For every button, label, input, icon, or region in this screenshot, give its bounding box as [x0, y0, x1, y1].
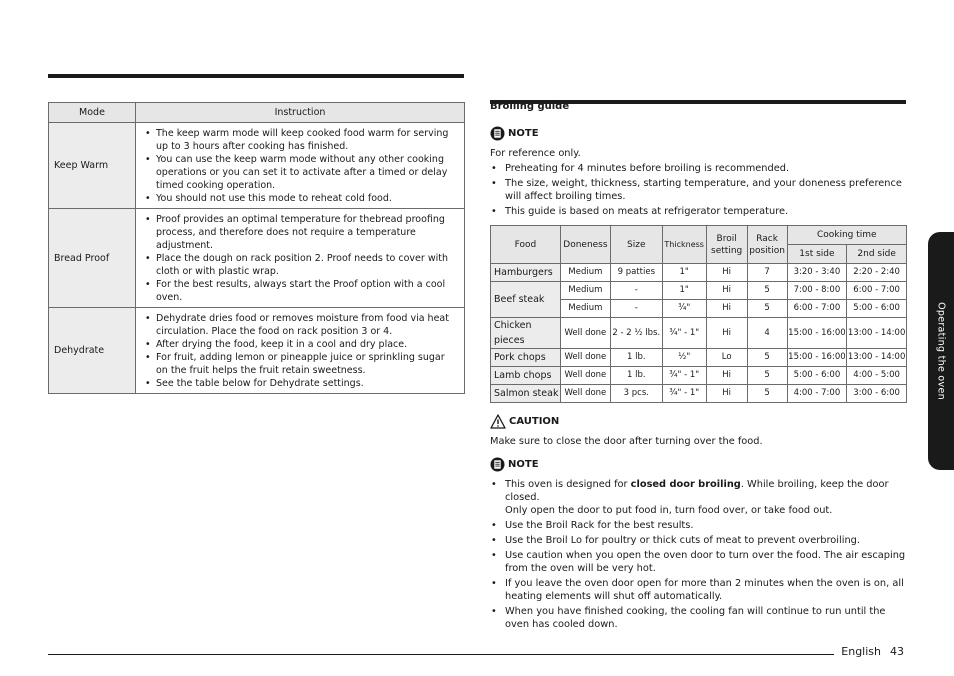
- closed-door-line2: Only open the door to put food in, turn food over, or take food out.: [505, 505, 833, 516]
- closed-door-post: . While broiling, keep the door closed.: [505, 479, 889, 503]
- mode-instruction: [136, 123, 465, 209]
- list-item: • The keep warm mode will keep cooked food warm for serving up to 3 hours after cooking has finished.: [142, 127, 458, 153]
- section-title: Broiling guide: [490, 101, 570, 112]
- side-tab-label: Operating the oven: [935, 302, 947, 400]
- header-rack-line2: position: [749, 245, 785, 256]
- rack-cell: 5: [747, 300, 787, 318]
- header-side1: 1st side: [787, 245, 847, 264]
- doneness-cell: Well done: [560, 318, 610, 349]
- table-row: [49, 308, 465, 394]
- broil-cell: Hi: [706, 367, 747, 385]
- note-label: NOTE: [508, 459, 539, 470]
- list-item: • You should not use this mode to reheat cold food.: [142, 192, 458, 205]
- doneness-cell: Medium: [560, 300, 610, 318]
- side1-cell: 5:00 - 6:00: [787, 367, 847, 385]
- list-item: • Dehydrate dries food or removes moisture from food via heat circulation. Place the food on rack position 3 or 4.: [142, 312, 458, 338]
- note-heading: [490, 126, 906, 141]
- broil-cell: Lo: [706, 349, 747, 367]
- list-item: • Proof provides an optimal temperature for thebread proofing process, and therefore does not require a temperature adjustment.: [142, 213, 458, 252]
- table-row: [491, 367, 907, 385]
- side1-cell: 6:00 - 7:00: [787, 300, 847, 318]
- side1-cell: 15:00 - 16:00: [787, 318, 847, 349]
- list-item: • Place the dough on rack position 2. Proof needs to cover with cloth or with plastic wrap.: [142, 252, 458, 278]
- broil-cell: Hi: [706, 318, 747, 349]
- rack-cell: 5: [747, 385, 787, 403]
- list-item: • The size, weight, thickness, starting temperature, and your doneness preference will affect broiling times.: [490, 177, 906, 203]
- list-item: • For the best results, always start the Proof option with a cool oven.: [142, 278, 458, 304]
- list-item: • See the table below for Dehydrate settings.: [142, 377, 458, 390]
- broiling-table: [490, 225, 907, 403]
- side1-cell: 15:00 - 16:00: [787, 349, 847, 367]
- thickness-cell: ¾" - 1": [662, 367, 706, 385]
- page-number: 43: [890, 645, 904, 658]
- broil-header-row: [491, 226, 907, 245]
- mode-table: [48, 102, 465, 394]
- side2-cell: 3:00 - 6:00: [847, 385, 907, 403]
- side1-cell: 3:20 - 3:40: [787, 264, 847, 282]
- rack-cell: 7: [747, 264, 787, 282]
- caution-text: Make sure to close the door after turning over the food.: [490, 436, 763, 447]
- thickness-cell: ½": [662, 349, 706, 367]
- mode-name: Dehydrate: [49, 308, 136, 394]
- doneness-cell: Medium: [560, 282, 610, 300]
- warning-icon: [490, 414, 506, 429]
- rack-cell: 5: [747, 367, 787, 385]
- side2-cell: 2:20 - 2:40: [847, 264, 907, 282]
- rack-cell: 4: [747, 318, 787, 349]
- header-rack-line1: Rack: [756, 233, 778, 244]
- size-cell: -: [610, 300, 662, 318]
- header-doneness: Doneness: [560, 226, 610, 264]
- note-list: [490, 478, 906, 631]
- table-row: [491, 385, 907, 403]
- doneness-cell: Well done: [560, 385, 610, 403]
- food-cell: Hamburgers: [491, 264, 561, 282]
- thickness-cell: ¾": [662, 300, 706, 318]
- mode-name: Bread Proof: [49, 209, 136, 308]
- header-broil-line2: setting: [711, 245, 743, 256]
- footer-rule: [48, 654, 834, 655]
- header-cooking-time: Cooking time: [787, 226, 906, 245]
- thickness-cell: ¾" - 1": [662, 318, 706, 349]
- note-icon: [490, 126, 505, 141]
- list-item: • After drying the food, keep it in a cool and dry place.: [142, 338, 458, 351]
- header-broil: [706, 226, 747, 264]
- caution-heading: [490, 414, 906, 429]
- rack-cell: 5: [747, 349, 787, 367]
- doneness-cell: Medium: [560, 264, 610, 282]
- food-cell: Chicken pieces: [491, 318, 561, 349]
- list-item: • Use the Broil Lo for poultry or thick cuts of meat to prevent overbroiling.: [490, 534, 906, 547]
- header-mode: Mode: [49, 103, 136, 123]
- list-item: [490, 478, 906, 517]
- doneness-cell: Well done: [560, 367, 610, 385]
- note-list: [490, 162, 906, 218]
- page-footer: [832, 645, 904, 658]
- side-tab: [928, 232, 954, 470]
- header-size: Size: [610, 226, 662, 264]
- table-row: [491, 282, 907, 300]
- footer-language: English: [841, 645, 881, 658]
- list-item: • Use the Broil Rack for the best results.: [490, 519, 906, 532]
- broil-cell: Hi: [706, 300, 747, 318]
- header-broil-line1: Broil: [716, 233, 737, 244]
- size-cell: 1 lb.: [610, 349, 662, 367]
- header-food: Food: [491, 226, 561, 264]
- mode-instruction: [136, 209, 465, 308]
- food-cell: Pork chops: [491, 349, 561, 367]
- note-heading: [490, 457, 906, 472]
- side2-cell: 13:00 - 14:00: [847, 318, 907, 349]
- size-cell: 3 pcs.: [610, 385, 662, 403]
- list-item: • Preheating for 4 minutes before broiling is recommended.: [490, 162, 906, 175]
- side2-cell: 13:00 - 14:00: [847, 349, 907, 367]
- broil-cell: Hi: [706, 385, 747, 403]
- side1-cell: 7:00 - 8:00: [787, 282, 847, 300]
- size-cell: 2 - 2 ½ lbs.: [610, 318, 662, 349]
- thickness-cell: ¾" - 1": [662, 385, 706, 403]
- list-item: • For fruit, adding lemon or pineapple juice or sprinkling sugar on the fruit helps the fruit retain sweetness.: [142, 351, 458, 377]
- list-item: • Use caution when you open the oven door to turn over the food. The air escaping from the oven will be very hot.: [490, 549, 906, 575]
- thickness-cell: 1": [662, 264, 706, 282]
- size-cell: 1 lb.: [610, 367, 662, 385]
- table-row: [49, 123, 465, 209]
- size-cell: 9 patties: [610, 264, 662, 282]
- closed-door-pre: This oven is designed for: [505, 479, 631, 490]
- mode-table-header: [49, 103, 465, 123]
- list-item: • If you leave the oven door open for more than 2 minutes when the oven is on, all heating elements will shut off automatically.: [490, 577, 906, 603]
- size-cell: -: [610, 282, 662, 300]
- closed-door-bold: closed door broiling: [630, 479, 741, 490]
- left-top-rule: [48, 74, 464, 78]
- list-item: • When you have finished cooking, the cooling fan will continue to run until the oven has cooled down.: [490, 605, 906, 631]
- broil-cell: Hi: [706, 264, 747, 282]
- header-side2: 2nd side: [847, 245, 907, 264]
- list-item: • This guide is based on meats at refrigerator temperature.: [490, 205, 906, 218]
- broiling-section: [490, 100, 906, 633]
- thickness-cell: 1": [662, 282, 706, 300]
- table-row: [491, 264, 907, 282]
- side1-cell: 4:00 - 7:00: [787, 385, 847, 403]
- side2-cell: 5:00 - 6:00: [847, 300, 907, 318]
- side2-cell: 6:00 - 7:00: [847, 282, 907, 300]
- mode-instruction: [136, 308, 465, 394]
- intro-text: For reference only.: [490, 148, 581, 159]
- rack-cell: 5: [747, 282, 787, 300]
- header-instruction: Instruction: [136, 103, 465, 123]
- list-item: • You can use the keep warm mode without any other cooking operations or you can set it to activate after a timed or delay timed cooking operation.: [142, 153, 458, 192]
- note-label: NOTE: [508, 128, 539, 139]
- food-cell: Lamb chops: [491, 367, 561, 385]
- mode-name: Keep Warm: [49, 123, 136, 209]
- side2-cell: 4:00 - 5:00: [847, 367, 907, 385]
- table-row: [491, 349, 907, 367]
- food-cell: Beef steak: [491, 282, 561, 318]
- doneness-cell: Well done: [560, 349, 610, 367]
- food-cell: Salmon steak: [491, 385, 561, 403]
- broil-cell: Hi: [706, 282, 747, 300]
- caution-label: CAUTION: [509, 416, 560, 427]
- table-row: [491, 318, 907, 349]
- header-rack: [747, 226, 787, 264]
- note-icon: [490, 457, 505, 472]
- header-thickness: Thickness: [662, 226, 706, 264]
- table-row: [49, 209, 465, 308]
